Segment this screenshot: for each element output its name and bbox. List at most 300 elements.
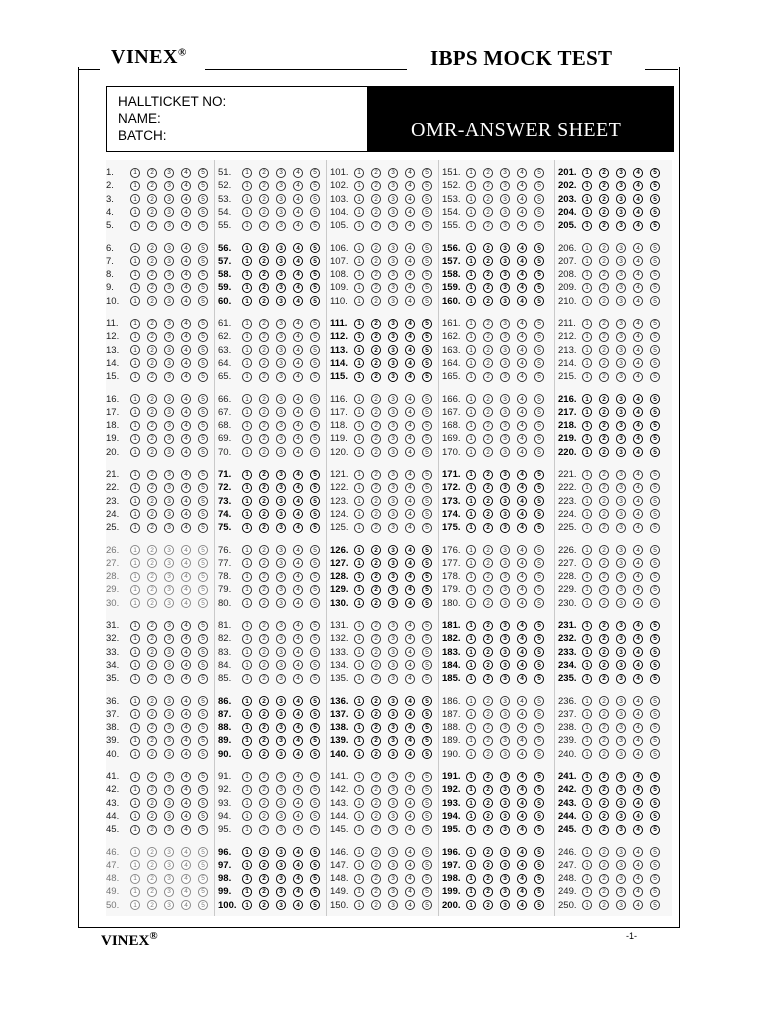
- answer-bubble[interactable]: 1: [354, 523, 364, 533]
- answer-bubble[interactable]: 1: [354, 772, 364, 782]
- answer-bubble[interactable]: 1: [582, 674, 592, 684]
- answer-bubble[interactable]: 2: [147, 496, 157, 506]
- answer-bubble[interactable]: 3: [388, 558, 398, 568]
- answer-bubble[interactable]: 2: [147, 900, 157, 910]
- answer-bubble[interactable]: 4: [633, 847, 643, 857]
- answer-bubble[interactable]: 2: [483, 207, 493, 217]
- answer-bubble[interactable]: 4: [293, 358, 303, 368]
- answer-bubble[interactable]: 4: [405, 496, 415, 506]
- answer-bubble[interactable]: 1: [354, 621, 364, 631]
- answer-bubble[interactable]: 1: [354, 168, 364, 178]
- answer-bubble[interactable]: 3: [276, 372, 286, 382]
- answer-bubble[interactable]: 2: [371, 723, 381, 733]
- answer-bubble[interactable]: 1: [354, 372, 364, 382]
- answer-bubble[interactable]: 5: [650, 509, 660, 519]
- answer-bubble[interactable]: 3: [388, 296, 398, 306]
- answer-bubble[interactable]: 3: [164, 470, 174, 480]
- answer-bubble[interactable]: 1: [582, 270, 592, 280]
- answer-bubble[interactable]: 1: [130, 811, 140, 821]
- answer-bubble[interactable]: 3: [388, 207, 398, 217]
- answer-bubble[interactable]: 2: [259, 785, 269, 795]
- answer-bubble[interactable]: 3: [164, 887, 174, 897]
- answer-bubble[interactable]: 2: [599, 647, 609, 657]
- answer-bubble[interactable]: 3: [388, 319, 398, 329]
- answer-bubble[interactable]: 1: [354, 407, 364, 417]
- answer-bubble[interactable]: 1: [466, 358, 476, 368]
- answer-bubble[interactable]: 1: [242, 572, 252, 582]
- answer-bubble[interactable]: 3: [500, 207, 510, 217]
- answer-bubble[interactable]: 2: [259, 332, 269, 342]
- answer-bubble[interactable]: 4: [633, 749, 643, 759]
- answer-bubble[interactable]: 2: [599, 283, 609, 293]
- answer-bubble[interactable]: 3: [164, 598, 174, 608]
- answer-bubble[interactable]: 1: [466, 181, 476, 191]
- answer-bubble[interactable]: 3: [616, 598, 626, 608]
- answer-bubble[interactable]: 1: [466, 572, 476, 582]
- answer-bubble[interactable]: 5: [650, 736, 660, 746]
- answer-bubble[interactable]: 3: [500, 696, 510, 706]
- answer-bubble[interactable]: 4: [633, 674, 643, 684]
- answer-bubble[interactable]: 5: [198, 296, 208, 306]
- answer-bubble[interactable]: 3: [276, 825, 286, 835]
- answer-bubble[interactable]: 1: [354, 394, 364, 404]
- answer-bubble[interactable]: 4: [181, 598, 191, 608]
- answer-bubble[interactable]: 2: [371, 421, 381, 431]
- answer-bubble[interactable]: 1: [130, 847, 140, 857]
- answer-bubble[interactable]: 4: [405, 194, 415, 204]
- answer-bubble[interactable]: 1: [582, 900, 592, 910]
- answer-bubble[interactable]: 4: [517, 860, 527, 870]
- answer-bubble[interactable]: 5: [422, 345, 432, 355]
- answer-bubble[interactable]: 1: [242, 545, 252, 555]
- answer-bubble[interactable]: 3: [388, 332, 398, 342]
- answer-bubble[interactable]: 1: [354, 421, 364, 431]
- answer-bubble[interactable]: 2: [371, 811, 381, 821]
- answer-bubble[interactable]: 5: [650, 283, 660, 293]
- answer-bubble[interactable]: 1: [242, 483, 252, 493]
- answer-bubble[interactable]: 5: [310, 825, 320, 835]
- answer-bubble[interactable]: 5: [422, 785, 432, 795]
- answer-bubble[interactable]: 5: [534, 181, 544, 191]
- answer-bubble[interactable]: 3: [164, 811, 174, 821]
- answer-bubble[interactable]: 2: [259, 394, 269, 404]
- answer-bubble[interactable]: 2: [259, 447, 269, 457]
- answer-bubble[interactable]: 3: [388, 749, 398, 759]
- answer-bubble[interactable]: 1: [242, 647, 252, 657]
- answer-bubble[interactable]: 3: [164, 860, 174, 870]
- answer-bubble[interactable]: 4: [517, 621, 527, 631]
- answer-bubble[interactable]: 5: [422, 332, 432, 342]
- answer-bubble[interactable]: 1: [466, 332, 476, 342]
- answer-bubble[interactable]: 1: [130, 634, 140, 644]
- answer-bubble[interactable]: 5: [198, 598, 208, 608]
- answer-bubble[interactable]: 5: [422, 319, 432, 329]
- answer-bubble[interactable]: 5: [198, 709, 208, 719]
- answer-bubble[interactable]: 1: [130, 709, 140, 719]
- answer-bubble[interactable]: 5: [310, 509, 320, 519]
- answer-bubble[interactable]: 3: [276, 598, 286, 608]
- answer-bubble[interactable]: 1: [354, 319, 364, 329]
- answer-bubble[interactable]: 2: [147, 358, 157, 368]
- answer-bubble[interactable]: 3: [616, 825, 626, 835]
- answer-bubble[interactable]: 5: [422, 696, 432, 706]
- answer-bubble[interactable]: 3: [164, 785, 174, 795]
- answer-bubble[interactable]: 2: [599, 585, 609, 595]
- answer-bubble[interactable]: 1: [130, 407, 140, 417]
- answer-bubble[interactable]: 4: [405, 709, 415, 719]
- answer-bubble[interactable]: 2: [147, 621, 157, 631]
- answer-bubble[interactable]: 2: [259, 296, 269, 306]
- answer-bubble[interactable]: 1: [130, 545, 140, 555]
- answer-bubble[interactable]: 3: [276, 221, 286, 231]
- answer-bubble[interactable]: 4: [181, 660, 191, 670]
- answer-bubble[interactable]: 4: [633, 394, 643, 404]
- answer-bubble[interactable]: 2: [147, 256, 157, 266]
- answer-bubble[interactable]: 1: [466, 256, 476, 266]
- answer-bubble[interactable]: 3: [388, 509, 398, 519]
- answer-bubble[interactable]: 3: [276, 483, 286, 493]
- answer-bubble[interactable]: 4: [517, 634, 527, 644]
- answer-bubble[interactable]: 2: [599, 860, 609, 870]
- answer-bubble[interactable]: 1: [354, 194, 364, 204]
- answer-bubble[interactable]: 2: [371, 660, 381, 670]
- answer-bubble[interactable]: 4: [181, 634, 191, 644]
- answer-bubble[interactable]: 2: [147, 634, 157, 644]
- answer-bubble[interactable]: 5: [534, 900, 544, 910]
- answer-bubble[interactable]: 5: [534, 545, 544, 555]
- answer-bubble[interactable]: 5: [310, 270, 320, 280]
- answer-bubble[interactable]: 1: [582, 319, 592, 329]
- answer-bubble[interactable]: 1: [582, 723, 592, 733]
- answer-bubble[interactable]: 2: [259, 358, 269, 368]
- answer-bubble[interactable]: 5: [534, 598, 544, 608]
- answer-bubble[interactable]: 4: [181, 470, 191, 480]
- answer-bubble[interactable]: 4: [405, 470, 415, 480]
- answer-bubble[interactable]: 5: [650, 696, 660, 706]
- answer-bubble[interactable]: 5: [310, 496, 320, 506]
- answer-bubble[interactable]: 4: [293, 523, 303, 533]
- answer-bubble[interactable]: 4: [633, 621, 643, 631]
- answer-bubble[interactable]: 4: [405, 434, 415, 444]
- answer-bubble[interactable]: 3: [164, 447, 174, 457]
- answer-bubble[interactable]: 4: [181, 345, 191, 355]
- answer-bubble[interactable]: 3: [388, 585, 398, 595]
- answer-bubble[interactable]: 2: [599, 407, 609, 417]
- answer-bubble[interactable]: 3: [616, 270, 626, 280]
- answer-bubble[interactable]: 3: [388, 243, 398, 253]
- answer-bubble[interactable]: 5: [534, 647, 544, 657]
- answer-bubble[interactable]: 2: [483, 660, 493, 670]
- answer-bubble[interactable]: 5: [650, 860, 660, 870]
- answer-bubble[interactable]: 2: [483, 585, 493, 595]
- answer-bubble[interactable]: 2: [371, 696, 381, 706]
- answer-bubble[interactable]: 5: [422, 296, 432, 306]
- answer-bubble[interactable]: 5: [310, 887, 320, 897]
- answer-bubble[interactable]: 2: [483, 874, 493, 884]
- answer-bubble[interactable]: 2: [147, 296, 157, 306]
- answer-bubble[interactable]: 5: [534, 221, 544, 231]
- answer-bubble[interactable]: 5: [534, 749, 544, 759]
- answer-bubble[interactable]: 2: [259, 421, 269, 431]
- answer-bubble[interactable]: 3: [616, 447, 626, 457]
- answer-bubble[interactable]: 3: [388, 270, 398, 280]
- answer-bubble[interactable]: 4: [181, 847, 191, 857]
- answer-bubble[interactable]: 5: [422, 523, 432, 533]
- answer-bubble[interactable]: 4: [181, 523, 191, 533]
- answer-bubble[interactable]: 1: [130, 470, 140, 480]
- answer-bubble[interactable]: 4: [405, 825, 415, 835]
- answer-bubble[interactable]: 1: [242, 887, 252, 897]
- answer-bubble[interactable]: 4: [181, 825, 191, 835]
- answer-bubble[interactable]: 2: [259, 860, 269, 870]
- answer-bubble[interactable]: 4: [293, 723, 303, 733]
- answer-bubble[interactable]: 3: [500, 496, 510, 506]
- answer-bubble[interactable]: 4: [405, 447, 415, 457]
- answer-bubble[interactable]: 5: [534, 434, 544, 444]
- answer-bubble[interactable]: 3: [388, 194, 398, 204]
- answer-bubble[interactable]: 2: [599, 545, 609, 555]
- answer-bubble[interactable]: 4: [517, 168, 527, 178]
- answer-bubble[interactable]: 4: [405, 749, 415, 759]
- answer-bubble[interactable]: 5: [310, 798, 320, 808]
- answer-bubble[interactable]: 2: [371, 847, 381, 857]
- answer-bubble[interactable]: 1: [582, 372, 592, 382]
- answer-bubble[interactable]: 2: [259, 483, 269, 493]
- answer-bubble[interactable]: 4: [181, 811, 191, 821]
- answer-bubble[interactable]: 1: [466, 647, 476, 657]
- answer-bubble[interactable]: 5: [650, 634, 660, 644]
- answer-bubble[interactable]: 2: [147, 270, 157, 280]
- answer-bubble[interactable]: 4: [405, 647, 415, 657]
- answer-bubble[interactable]: 2: [147, 243, 157, 253]
- answer-bubble[interactable]: 2: [259, 696, 269, 706]
- answer-bubble[interactable]: 3: [388, 447, 398, 457]
- answer-bubble[interactable]: 4: [633, 572, 643, 582]
- answer-bubble[interactable]: 3: [164, 900, 174, 910]
- answer-bubble[interactable]: 5: [422, 887, 432, 897]
- answer-bubble[interactable]: 5: [198, 407, 208, 417]
- answer-bubble[interactable]: 2: [483, 647, 493, 657]
- answer-bubble[interactable]: 3: [500, 168, 510, 178]
- answer-bubble[interactable]: 2: [483, 572, 493, 582]
- answer-bubble[interactable]: 5: [650, 243, 660, 253]
- answer-bubble[interactable]: 1: [242, 447, 252, 457]
- answer-bubble[interactable]: 2: [483, 270, 493, 280]
- answer-bubble[interactable]: 1: [354, 647, 364, 657]
- answer-bubble[interactable]: 2: [259, 798, 269, 808]
- answer-bubble[interactable]: 3: [276, 572, 286, 582]
- answer-bubble[interactable]: 4: [633, 345, 643, 355]
- answer-bubble[interactable]: 4: [405, 874, 415, 884]
- answer-bubble[interactable]: 5: [650, 407, 660, 417]
- answer-bubble[interactable]: 3: [276, 785, 286, 795]
- answer-bubble[interactable]: 4: [293, 545, 303, 555]
- answer-bubble[interactable]: 1: [466, 874, 476, 884]
- answer-bubble[interactable]: 2: [371, 558, 381, 568]
- answer-bubble[interactable]: 3: [388, 256, 398, 266]
- answer-bubble[interactable]: 1: [130, 696, 140, 706]
- answer-bubble[interactable]: 2: [259, 345, 269, 355]
- answer-bubble[interactable]: 4: [633, 207, 643, 217]
- answer-bubble[interactable]: 2: [599, 900, 609, 910]
- answer-bubble[interactable]: 4: [633, 372, 643, 382]
- answer-bubble[interactable]: 4: [293, 256, 303, 266]
- answer-bubble[interactable]: 5: [650, 394, 660, 404]
- answer-bubble[interactable]: 2: [483, 634, 493, 644]
- answer-bubble[interactable]: 3: [276, 256, 286, 266]
- answer-bubble[interactable]: 3: [616, 256, 626, 266]
- answer-bubble[interactable]: 4: [181, 434, 191, 444]
- answer-bubble[interactable]: 4: [405, 332, 415, 342]
- answer-bubble[interactable]: 2: [147, 207, 157, 217]
- answer-bubble[interactable]: 5: [198, 421, 208, 431]
- answer-bubble[interactable]: 5: [534, 811, 544, 821]
- answer-bubble[interactable]: 2: [483, 256, 493, 266]
- answer-bubble[interactable]: 1: [130, 585, 140, 595]
- answer-bubble[interactable]: 5: [650, 483, 660, 493]
- answer-bubble[interactable]: 4: [517, 798, 527, 808]
- answer-bubble[interactable]: 4: [517, 194, 527, 204]
- answer-bubble[interactable]: 1: [354, 181, 364, 191]
- answer-bubble[interactable]: 5: [310, 181, 320, 191]
- answer-bubble[interactable]: 4: [293, 194, 303, 204]
- answer-bubble[interactable]: 3: [276, 345, 286, 355]
- answer-bubble[interactable]: 3: [500, 319, 510, 329]
- answer-bubble[interactable]: 1: [582, 634, 592, 644]
- answer-bubble[interactable]: 1: [242, 256, 252, 266]
- answer-bubble[interactable]: 4: [517, 221, 527, 231]
- answer-bubble[interactable]: 2: [147, 598, 157, 608]
- answer-bubble[interactable]: 1: [582, 860, 592, 870]
- answer-bubble[interactable]: 3: [276, 168, 286, 178]
- answer-bubble[interactable]: 4: [293, 696, 303, 706]
- answer-bubble[interactable]: 5: [198, 558, 208, 568]
- answer-bubble[interactable]: 3: [500, 470, 510, 480]
- answer-bubble[interactable]: 5: [650, 785, 660, 795]
- answer-bubble[interactable]: 3: [500, 421, 510, 431]
- answer-bubble[interactable]: 4: [181, 860, 191, 870]
- answer-bubble[interactable]: 3: [388, 660, 398, 670]
- answer-bubble[interactable]: 4: [517, 598, 527, 608]
- answer-bubble[interactable]: 2: [147, 723, 157, 733]
- answer-bubble[interactable]: 1: [354, 825, 364, 835]
- answer-bubble[interactable]: 5: [422, 811, 432, 821]
- answer-bubble[interactable]: 2: [259, 660, 269, 670]
- answer-bubble[interactable]: 5: [650, 221, 660, 231]
- answer-bubble[interactable]: 1: [466, 723, 476, 733]
- answer-bubble[interactable]: 4: [293, 621, 303, 631]
- answer-bubble[interactable]: 1: [242, 345, 252, 355]
- answer-bubble[interactable]: 4: [517, 523, 527, 533]
- answer-bubble[interactable]: 4: [181, 736, 191, 746]
- answer-bubble[interactable]: 2: [147, 847, 157, 857]
- answer-bubble[interactable]: 1: [582, 421, 592, 431]
- answer-bubble[interactable]: 3: [164, 585, 174, 595]
- answer-bubble[interactable]: 4: [181, 372, 191, 382]
- answer-bubble[interactable]: 5: [650, 256, 660, 266]
- answer-bubble[interactable]: 5: [310, 674, 320, 684]
- answer-bubble[interactable]: 1: [354, 585, 364, 595]
- answer-bubble[interactable]: 1: [466, 194, 476, 204]
- answer-bubble[interactable]: 4: [633, 421, 643, 431]
- answer-bubble[interactable]: 4: [181, 874, 191, 884]
- answer-bubble[interactable]: 3: [164, 181, 174, 191]
- answer-bubble[interactable]: 2: [371, 194, 381, 204]
- answer-bubble[interactable]: 2: [147, 874, 157, 884]
- answer-bubble[interactable]: 2: [371, 296, 381, 306]
- answer-bubble[interactable]: 3: [616, 709, 626, 719]
- answer-bubble[interactable]: 2: [147, 772, 157, 782]
- answer-bubble[interactable]: 3: [388, 874, 398, 884]
- answer-bubble[interactable]: 5: [650, 332, 660, 342]
- answer-bubble[interactable]: 3: [388, 723, 398, 733]
- answer-bubble[interactable]: 4: [405, 345, 415, 355]
- answer-bubble[interactable]: 1: [130, 860, 140, 870]
- answer-bubble[interactable]: 5: [198, 825, 208, 835]
- answer-bubble[interactable]: 5: [198, 447, 208, 457]
- answer-bubble[interactable]: 5: [534, 696, 544, 706]
- answer-bubble[interactable]: 4: [405, 181, 415, 191]
- answer-bubble[interactable]: 3: [276, 634, 286, 644]
- answer-bubble[interactable]: 1: [354, 674, 364, 684]
- answer-bubble[interactable]: 5: [534, 483, 544, 493]
- answer-bubble[interactable]: 1: [354, 207, 364, 217]
- answer-bubble[interactable]: 3: [276, 270, 286, 280]
- answer-bubble[interactable]: 4: [633, 736, 643, 746]
- answer-bubble[interactable]: 4: [405, 847, 415, 857]
- answer-bubble[interactable]: 3: [500, 674, 510, 684]
- answer-bubble[interactable]: 3: [616, 483, 626, 493]
- answer-bubble[interactable]: 5: [198, 900, 208, 910]
- answer-bubble[interactable]: 5: [422, 647, 432, 657]
- answer-bubble[interactable]: 2: [599, 874, 609, 884]
- answer-bubble[interactable]: 4: [181, 270, 191, 280]
- answer-bubble[interactable]: 5: [198, 811, 208, 821]
- answer-bubble[interactable]: 5: [310, 194, 320, 204]
- answer-bubble[interactable]: 1: [466, 785, 476, 795]
- answer-bubble[interactable]: 5: [650, 647, 660, 657]
- answer-bubble[interactable]: 1: [130, 874, 140, 884]
- answer-bubble[interactable]: 4: [633, 647, 643, 657]
- answer-bubble[interactable]: 4: [633, 256, 643, 266]
- answer-bubble[interactable]: 2: [259, 825, 269, 835]
- answer-bubble[interactable]: 5: [310, 598, 320, 608]
- answer-bubble[interactable]: 1: [242, 270, 252, 280]
- answer-bubble[interactable]: 3: [616, 900, 626, 910]
- answer-bubble[interactable]: 5: [534, 447, 544, 457]
- answer-bubble[interactable]: 2: [483, 394, 493, 404]
- answer-bubble[interactable]: 2: [147, 523, 157, 533]
- answer-bubble[interactable]: 5: [310, 296, 320, 306]
- answer-bubble[interactable]: 4: [181, 194, 191, 204]
- answer-bubble[interactable]: 3: [500, 860, 510, 870]
- answer-bubble[interactable]: 1: [242, 523, 252, 533]
- answer-bubble[interactable]: 2: [147, 394, 157, 404]
- answer-bubble[interactable]: 1: [582, 194, 592, 204]
- answer-bubble[interactable]: 5: [422, 496, 432, 506]
- answer-bubble[interactable]: 5: [198, 572, 208, 582]
- answer-bubble[interactable]: 4: [293, 221, 303, 231]
- answer-bubble[interactable]: 2: [147, 825, 157, 835]
- answer-bubble[interactable]: 5: [422, 558, 432, 568]
- answer-bubble[interactable]: 3: [276, 332, 286, 342]
- answer-bubble[interactable]: 1: [466, 296, 476, 306]
- answer-bubble[interactable]: 3: [388, 496, 398, 506]
- answer-bubble[interactable]: 1: [354, 887, 364, 897]
- answer-bubble[interactable]: 3: [164, 874, 174, 884]
- answer-bubble[interactable]: 3: [616, 394, 626, 404]
- answer-bubble[interactable]: 5: [422, 749, 432, 759]
